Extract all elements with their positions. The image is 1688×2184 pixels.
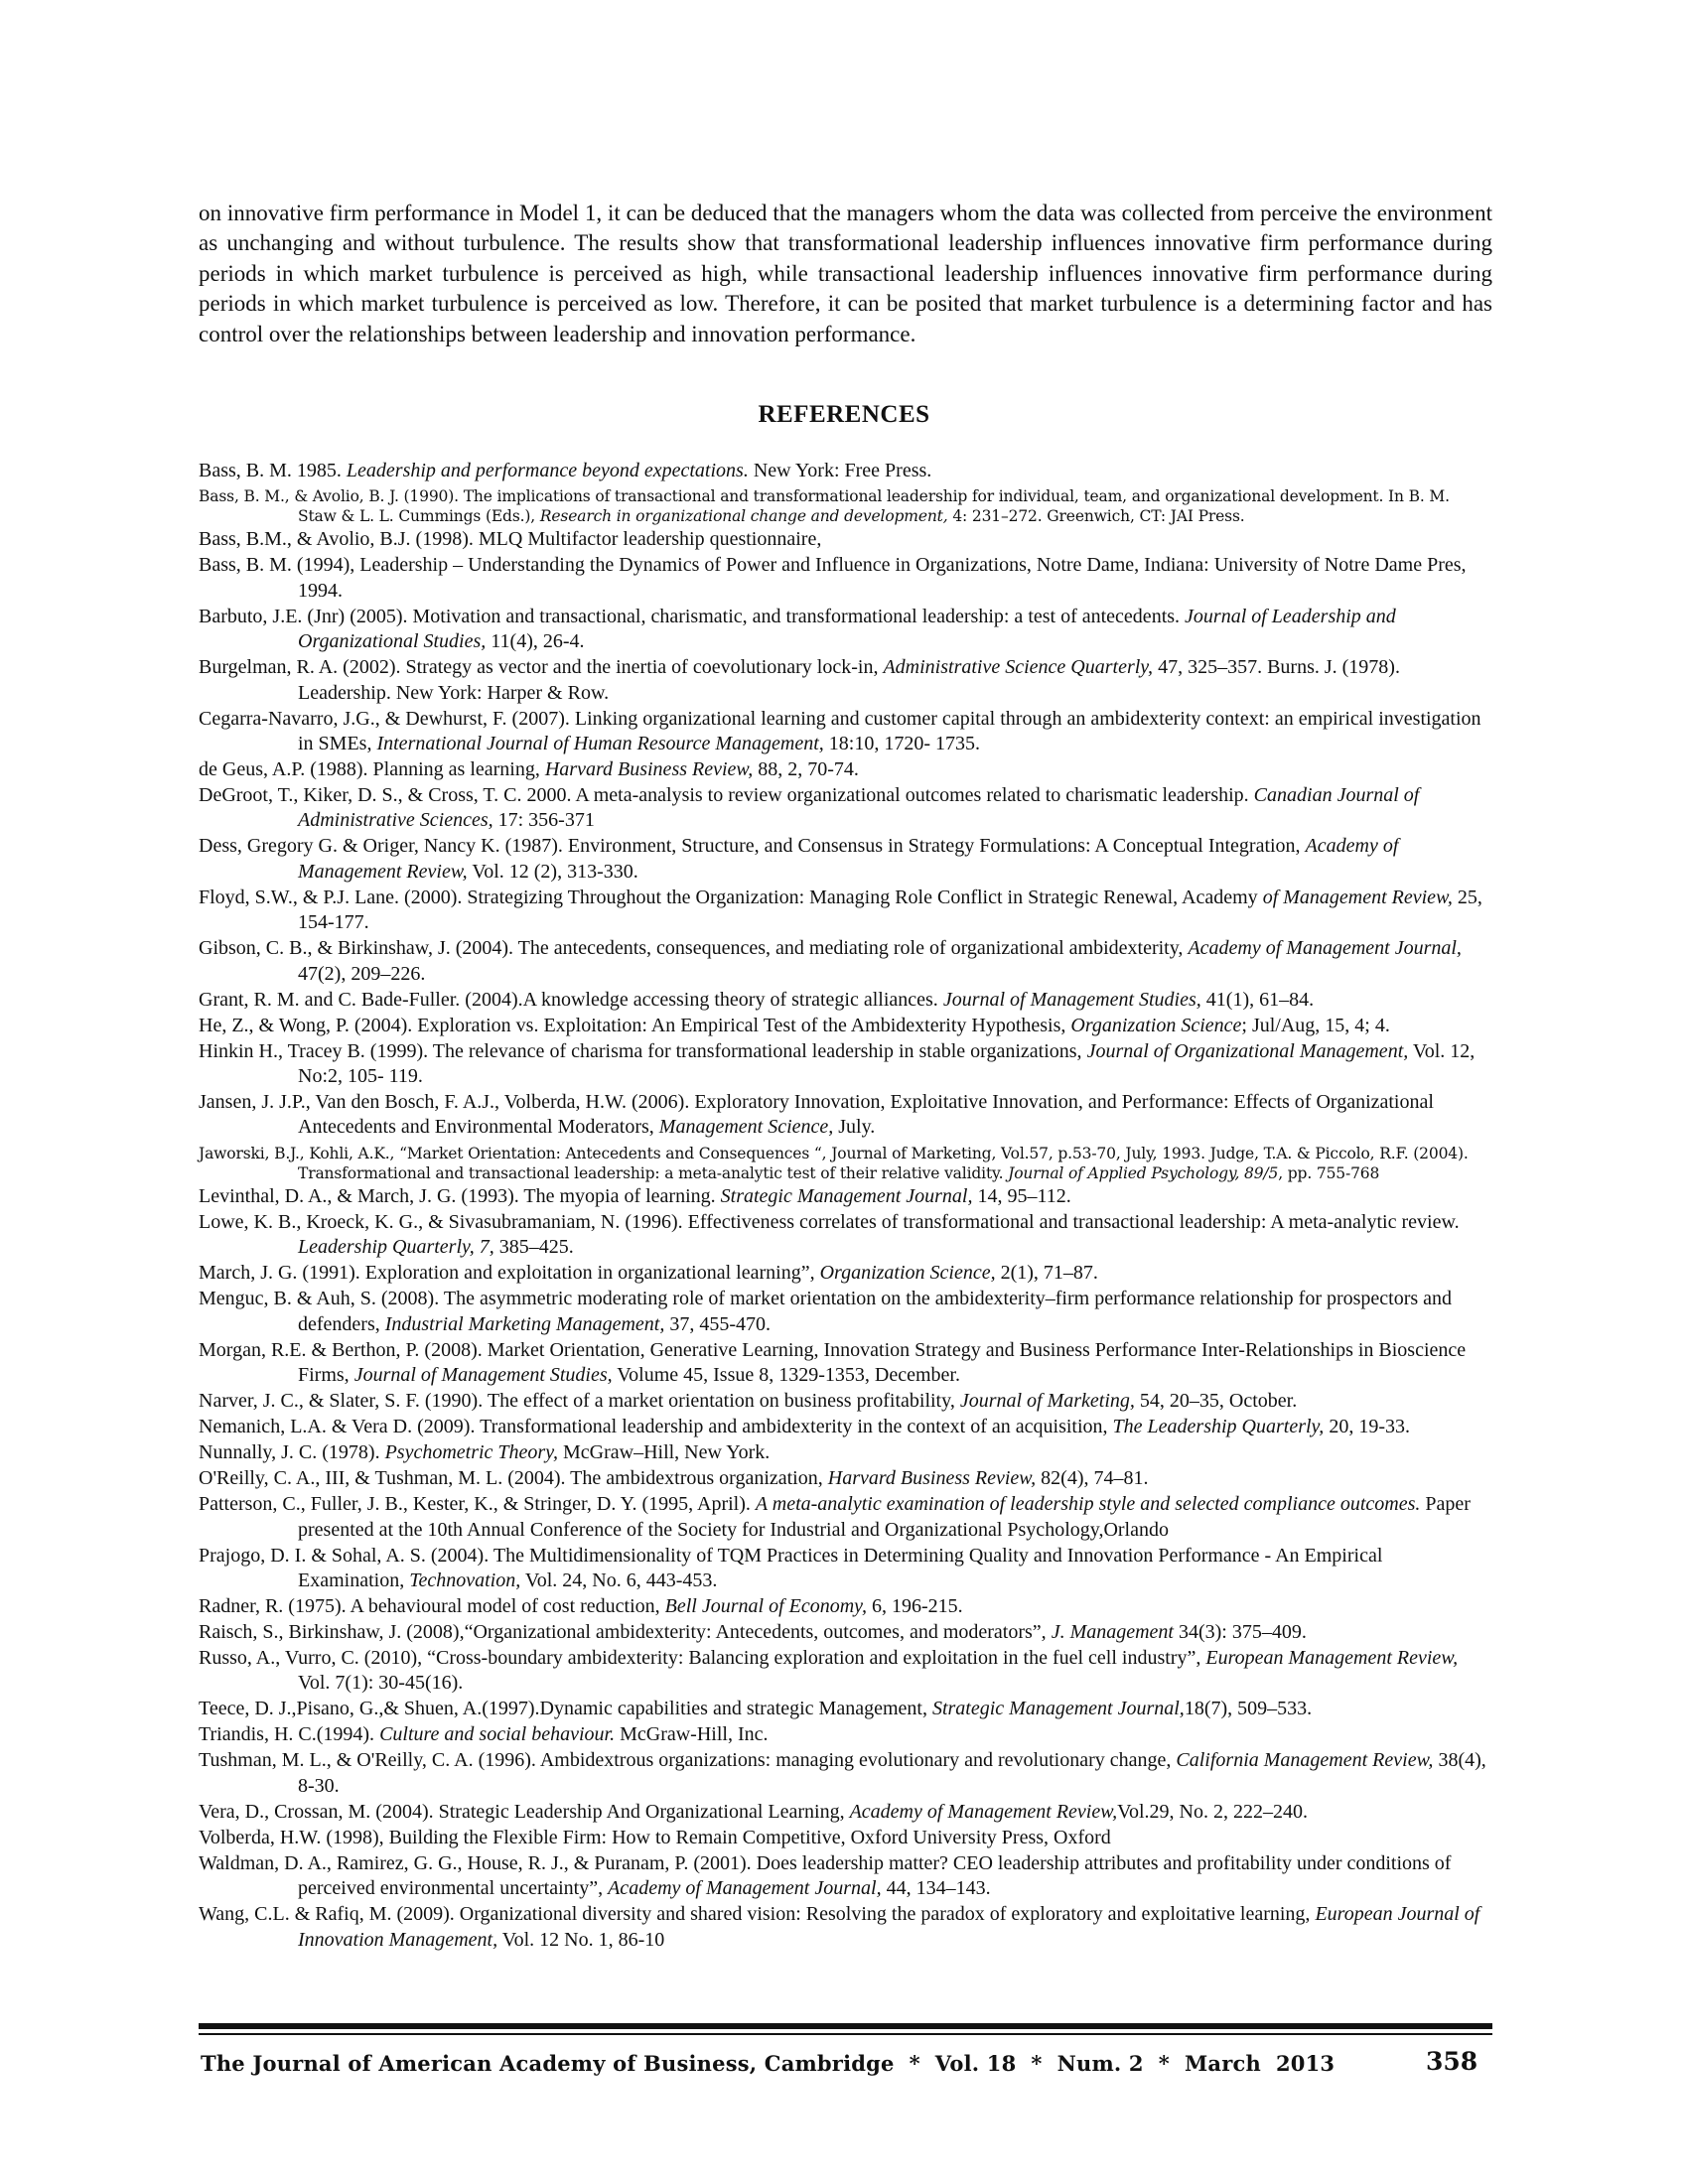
reference-item: Bass, B. M. (1994), Leadership – Understanding the Dynamics of Power and Influence in Organizations, Notre Dame, Indiana: University of Notre Dame Pres, 1994.: [199, 554, 1467, 602]
reference-item: Russo, A., Vurro, C. (2010), “Cross-boundary ambidexterity: Balancing exploration and exploitation in the fuel cell industry”, European Management Review, Vol. 7(1): 30-45(16).: [199, 1646, 1459, 1695]
reference-item: Menguc, B. & Auh, S. (2008). The asymmetric moderating role of market orientation on the ambidexterity–firm performance relationship for prospectors and defenders, Industrial Marketing Management, 37, 455-470.: [199, 1288, 1453, 1335]
reference-item: O'Reilly, C. A., III, & Tushman, M. L. (2004). The ambidextrous organization, Harvard Business Review, 82(4), 74–81.: [199, 1467, 1149, 1490]
reference-item: de Geus, A.P. (1988). Planning as learning, Harvard Business Review, 88, 2, 70-74.: [199, 758, 859, 781]
body-paragraph: on innovative firm performance in Model 1, it can be deduced that the managers whom the data was collected from perceive the environment as unchanging and without turbulence. The results show that transformational leadership influences innovative firm performance during periods in which market turbulence is perceived as high, while transactional leadership influences innovative firm performance during periods in which market turbulence is perceived as low. Therefore, it can be posited that market turbulence is a determining factor and has control over the relationships between leadership and innovation performance.: [199, 201, 1492, 346]
reference-item: Narver, J. C., & Slater, S. F. (1990). The effect of a market orientation on business profitability, Journal of Marketing, 54, 20–35, October.: [199, 1390, 1298, 1413]
reference-list: [199, 459, 1492, 1954]
reference-item: Wang, C.L. & Rafiq, M. (2009). Organizational diversity and shared vision: Resolving the paradox of exploratory and exploitative learning, European Journal of Innovation Management, Vol. 12 No. 1, 86-10: [199, 1903, 1480, 1951]
footer-journal-title: The Journal of American Academy of Business, Cambridge * Vol. 18 * Num. 2 * March 2013: [201, 2051, 1336, 2076]
reference-item: Bass, B. M., & Avolio, B. J. (1990). The implications of transactional and transformational leadership for individual, team, and organizational development. In B. M. Staw & L. L. Cummings (Eds.), Research in organizational change and development, 4: 231–272. Greenwich, CT: JAI Press.: [199, 487, 1450, 526]
reference-item: Vera, D., Crossan, M. (2004). Strategic Leadership And Organizational Learning, Academy of Management Review,Vol.29, No. 2, 222–240.: [199, 1800, 1308, 1823]
reference-item: Levinthal, D. A., & March, J. G. (1993). The myopia of learning. Strategic Management Journal, 14, 95–112.: [199, 1184, 1071, 1207]
reference-item: Lowe, K. B., Kroeck, K. G., & Sivasubramaniam, N. (1996). Effectiveness correlates of transformational and transactional leadership: A meta-analytic review. Leadership Quarterly, 7, 385–425.: [199, 1210, 1460, 1259]
reference-item: Prajogo, D. I. & Sohal, A. S. (2004). The Multidimensionality of TQM Practices in Determining Quality and Innovation Performance - An Empirical Examination, Technovation, Vol. 24, No. 6, 443-453.: [199, 1544, 1383, 1591]
reference-item: Patterson, C., Fuller, J. B., Kester, K., & Stringer, D. Y. (1995, April). A meta-analytic examination of leadership style and selected compliance outcomes. Paper presented at the 10th Annual Conference of the Society for Industrial and Organizational Psychology,Orlando: [199, 1493, 1471, 1541]
reference-item: Hinkin H., Tracey B. (1999). The relevance of charisma for transformational leadership in stable organizations, Journal of Organizational Management, Vol. 12, No:2, 105- 119.: [199, 1039, 1476, 1088]
reference-item: Barbuto, J.E. (Jnr) (2005). Motivation and transactional, charismatic, and transformational leadership: a test of antecedents. Journal of Leadership and Organizational Studies, 11(4), 26-4.: [199, 605, 1396, 653]
reference-item: Nemanich, L.A. & Vera D. (2009). Transformational leadership and ambidexterity in the context of an acquisition, The Leadership Quarterly, 20, 19-33.: [199, 1416, 1410, 1438]
reference-item: Bass, B. M. 1985. Leadership and performance beyond expectations. New York: Free Press.: [199, 460, 932, 481]
reference-item: March, J. G. (1991). Exploration and exploitation in organizational learning”, Organization Science, 2(1), 71–87.: [199, 1262, 1098, 1285]
reference-item: Tushman, M. L., & O'Reilly, C. A. (1996). Ambidextrous organizations: managing evolutionary and revolutionary change, California Management Review, 38(4), 8-30.: [199, 1749, 1486, 1797]
reference-item: Cegarra-Navarro, J.G., & Dewhurst, F. (2007). Linking organizational learning and customer capital through an ambidexterity context: an empirical investigation in SMEs, International Journal of Human Resource Management, 18:10, 1720- 1735.: [199, 707, 1481, 755]
reference-item: Morgan, R.E. & Berthon, P. (2008). Market Orientation, Generative Learning, Innovation Strategy and Business Performance Inter-Relationships in Bioscience Firms, Journal of Management Studies, Volume 45, Issue 8, 1329-1353, December.: [199, 1338, 1467, 1387]
reference-item: Waldman, D. A., Ramirez, G. G., House, R. J., & Puranam, P. (2001). Does leadership matter? CEO leadership attributes and profitability under conditions of perceived environmental uncertainty”, Academy of Management Journal, 44, 134–143.: [199, 1851, 1452, 1900]
reference-item: Radner, R. (1975). A behavioural model of cost reduction, Bell Journal of Economy, 6, 196-215.: [199, 1594, 963, 1617]
reference-item: Volberda, H.W. (1998), Building the Flexible Firm: How to Remain Competitive, Oxford University Press, Oxford: [199, 1826, 1111, 1848]
reference-item: Gibson, C. B., & Birkinshaw, J. (2004). The antecedents, consequences, and mediating role of organizational ambidexterity, Academy of Management Journal, 47(2), 209–226.: [199, 937, 1462, 985]
reference-item: Grant, R. M. and C. Bade-Fuller. (2004).A knowledge accessing theory of strategic alliances. Journal of Management Studies, 41(1), 61–84.: [199, 988, 1315, 1011]
reference-item: DeGroot, T., Kiker, D. S., & Cross, T. C. 2000. A meta-analysis to review organizational outcomes related to charismatic leadership. Canadian Journal of Administrative Sciences, 17: 356-371: [199, 784, 1420, 832]
footer-rule-thin: [199, 2033, 1492, 2035]
reference-item: Jaworski, B.J., Kohli, A.K., “Market Orientation: Antecedents and Consequences “, Journal of Marketing, Vol.57, p.53-70, July, 1993. Judge, T.A. & Piccolo, R.F. (2004). Transformational and transactional leadership: a meta-analytic test of their relative validity. Journal of Applied Psychology, 89/5, pp. 755-768: [199, 1144, 1469, 1182]
reference-item: Bass, B.M., & Avolio, B.J. (1998). MLQ Multifactor leadership questionnaire,: [199, 528, 822, 551]
reference-item: Triandis, H. C.(1994). Culture and social behaviour. McGraw-Hill, Inc.: [199, 1723, 769, 1746]
reference-item: Nunnally, J. C. (1978). Psychometric Theory, McGraw–Hill, New York.: [199, 1441, 771, 1464]
reference-item: Teece, D. J.,Pisano, G.,& Shuen, A.(1997).Dynamic capabilities and strategic Management, Strategic Management Journal,18(7), 509–533.: [199, 1698, 1313, 1720]
page-number: 358: [1426, 2047, 1478, 2076]
reference-item: Raisch, S., Birkinshaw, J. (2008),“Organizational ambidexterity: Antecedents, outcomes, and moderators”, J. Management 34(3): 375–409.: [199, 1620, 1307, 1643]
reference-item: He, Z., & Wong, P. (2004). Exploration vs. Exploitation: An Empirical Test of the Ambidexterity Hypothesis, Organization Science; Jul/Aug, 15, 4; 4.: [199, 1014, 1390, 1036]
reference-item: Jansen, J. J.P., Van den Bosch, F. A.J., Volberda, H.W. (2006). Exploratory Innovation, Exploitative Innovation, and Performance: Effects of Organizational Antecedents and Environmental Moderators, Management Science, July.: [199, 1091, 1434, 1139]
references-heading: REFERENCES: [758, 401, 930, 428]
reference-item: Dess, Gregory G. & Origer, Nancy K. (1987). Environment, Structure, and Consensus in Strategy Formulations: A Conceptual Integration, Academy of Management Review, Vol. 12 (2), 313-330.: [199, 835, 1399, 883]
reference-item: Floyd, S.W., & P.J. Lane. (2000). Strategizing Throughout the Organization: Managing Role Conflict in Strategic Renewal, Academy of Management Review, 25, 154-177.: [199, 886, 1482, 934]
reference-item: Burgelman, R. A. (2002). Strategy as vector and the inertia of coevolutionary lock-in, Administrative Science Quarterly, 47, 325–357. Burns. J. (1978). Leadership. New York: Harper & Row.: [199, 656, 1400, 704]
footer-rule-thick: [199, 2023, 1492, 2029]
